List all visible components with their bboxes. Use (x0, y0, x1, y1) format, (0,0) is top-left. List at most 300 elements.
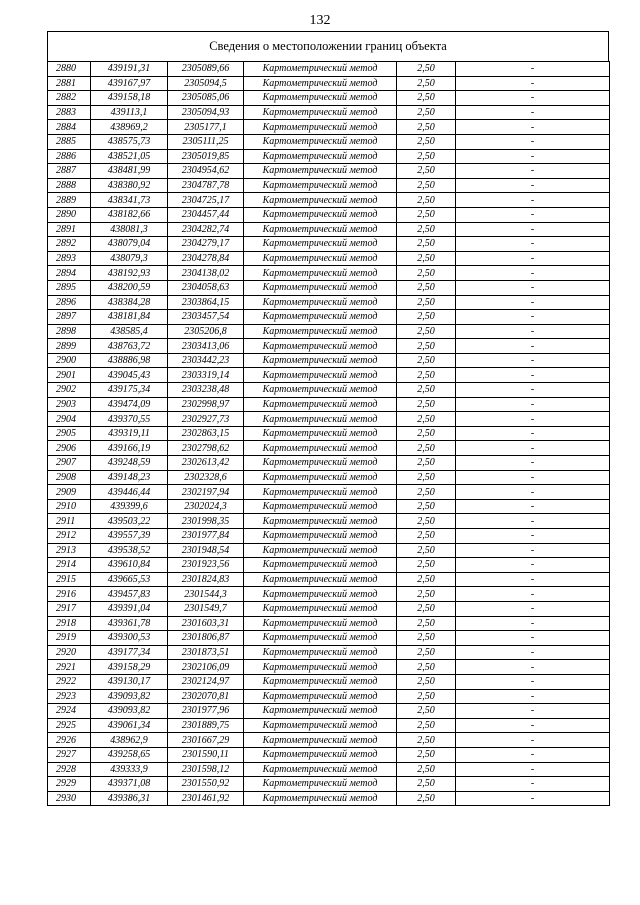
point-number-cell: 2906 (48, 441, 91, 456)
x-coordinate-cell: 439538,52 (91, 543, 168, 558)
note-cell: - (456, 149, 610, 164)
y-coordinate-cell: 2305177,1 (168, 120, 244, 135)
note-cell: - (456, 105, 610, 120)
note-cell: - (456, 514, 610, 529)
method-cell: Картометрический метод (244, 733, 397, 748)
method-cell: Картометрический метод (244, 762, 397, 777)
point-number-cell: 2897 (48, 310, 91, 325)
y-coordinate-cell: 2301461,92 (168, 791, 244, 806)
point-number-cell: 2919 (48, 631, 91, 646)
table-row (48, 616, 610, 631)
accuracy-cell: 2,50 (397, 368, 456, 383)
x-coordinate-cell: 439391,04 (91, 601, 168, 616)
point-number-cell: 2888 (48, 178, 91, 193)
note-cell: - (456, 193, 610, 208)
x-coordinate-cell: 439177,34 (91, 645, 168, 660)
y-coordinate-cell: 2304058,63 (168, 280, 244, 295)
table-row (48, 426, 610, 441)
y-coordinate-cell: 2305094,5 (168, 76, 244, 91)
point-number-cell: 2924 (48, 704, 91, 719)
table-row (48, 777, 610, 792)
accuracy-cell: 2,50 (397, 499, 456, 514)
y-coordinate-cell: 2302613,42 (168, 456, 244, 471)
note-cell: - (456, 689, 610, 704)
note-cell: - (456, 324, 610, 339)
note-cell: - (456, 383, 610, 398)
method-cell: Картометрический метод (244, 120, 397, 135)
point-number-cell: 2901 (48, 368, 91, 383)
point-number-cell: 2891 (48, 222, 91, 237)
accuracy-cell: 2,50 (397, 207, 456, 222)
point-number-cell: 2917 (48, 601, 91, 616)
x-coordinate-cell: 438200,59 (91, 280, 168, 295)
method-cell: Картометрический метод (244, 134, 397, 149)
point-number-cell: 2887 (48, 164, 91, 179)
point-number-cell: 2914 (48, 558, 91, 573)
note-cell: - (456, 295, 610, 310)
accuracy-cell: 2,50 (397, 631, 456, 646)
y-coordinate-cell: 2301923,56 (168, 558, 244, 573)
method-cell: Картометрический метод (244, 91, 397, 106)
y-coordinate-cell: 2301667,29 (168, 733, 244, 748)
point-number-cell: 2886 (48, 149, 91, 164)
note-cell: - (456, 310, 610, 325)
method-cell: Картометрический метод (244, 280, 397, 295)
table-row (48, 499, 610, 514)
method-cell: Картометрический метод (244, 456, 397, 471)
accuracy-cell: 2,50 (397, 587, 456, 602)
note-cell: - (456, 441, 610, 456)
table-row (48, 383, 610, 398)
x-coordinate-cell: 438079,04 (91, 237, 168, 252)
accuracy-cell: 2,50 (397, 674, 456, 689)
x-coordinate-cell: 439061,34 (91, 718, 168, 733)
accuracy-cell: 2,50 (397, 470, 456, 485)
method-cell: Картометрический метод (244, 222, 397, 237)
point-number-cell: 2889 (48, 193, 91, 208)
x-coordinate-cell: 439503,22 (91, 514, 168, 529)
point-number-cell: 2904 (48, 412, 91, 427)
method-cell: Картометрический метод (244, 426, 397, 441)
y-coordinate-cell: 2304138,02 (168, 266, 244, 281)
x-coordinate-cell: 439386,31 (91, 791, 168, 806)
table-row (48, 747, 610, 762)
table-row (48, 572, 610, 587)
accuracy-cell: 2,50 (397, 295, 456, 310)
y-coordinate-cell: 2301977,96 (168, 704, 244, 719)
accuracy-cell: 2,50 (397, 704, 456, 719)
accuracy-cell: 2,50 (397, 105, 456, 120)
method-cell: Картометрический метод (244, 339, 397, 354)
point-number-cell: 2928 (48, 762, 91, 777)
method-cell: Картометрический метод (244, 529, 397, 544)
x-coordinate-cell: 438521,05 (91, 149, 168, 164)
y-coordinate-cell: 2302927,73 (168, 412, 244, 427)
accuracy-cell: 2,50 (397, 193, 456, 208)
note-cell: - (456, 353, 610, 368)
accuracy-cell: 2,50 (397, 164, 456, 179)
method-cell: Картометрический метод (244, 266, 397, 281)
table-row (48, 397, 610, 412)
method-cell: Картометрический метод (244, 718, 397, 733)
point-number-cell: 2883 (48, 105, 91, 120)
note-cell: - (456, 222, 610, 237)
table-row (48, 295, 610, 310)
point-number-cell: 2930 (48, 791, 91, 806)
point-number-cell: 2884 (48, 120, 91, 135)
y-coordinate-cell: 2302798,62 (168, 441, 244, 456)
accuracy-cell: 2,50 (397, 616, 456, 631)
accuracy-cell: 2,50 (397, 62, 456, 77)
accuracy-cell: 2,50 (397, 251, 456, 266)
table-row (48, 237, 610, 252)
point-number-cell: 2916 (48, 587, 91, 602)
accuracy-cell: 2,50 (397, 339, 456, 354)
accuracy-cell: 2,50 (397, 91, 456, 106)
method-cell: Картометрический метод (244, 251, 397, 266)
page-number: 132 (309, 13, 331, 28)
method-cell: Картометрический метод (244, 616, 397, 631)
point-number-cell: 2920 (48, 645, 91, 660)
table-row (48, 251, 610, 266)
table-row (48, 193, 610, 208)
method-cell: Картометрический метод (244, 207, 397, 222)
accuracy-cell: 2,50 (397, 324, 456, 339)
table-row (48, 689, 610, 704)
x-coordinate-cell: 438192,93 (91, 266, 168, 281)
table-row (48, 412, 610, 427)
x-coordinate-cell: 438763,72 (91, 339, 168, 354)
y-coordinate-cell: 2303238,48 (168, 383, 244, 398)
table-row (48, 529, 610, 544)
x-coordinate-cell: 438182,66 (91, 207, 168, 222)
x-coordinate-cell: 439158,29 (91, 660, 168, 675)
x-coordinate-cell: 439319,11 (91, 426, 168, 441)
x-coordinate-cell: 438081,3 (91, 222, 168, 237)
y-coordinate-cell: 2303319,14 (168, 368, 244, 383)
table-row (48, 441, 610, 456)
accuracy-cell: 2,50 (397, 572, 456, 587)
x-coordinate-cell: 438341,73 (91, 193, 168, 208)
table-row (48, 178, 610, 193)
accuracy-cell: 2,50 (397, 237, 456, 252)
accuracy-cell: 2,50 (397, 266, 456, 281)
point-number-cell: 2880 (48, 62, 91, 77)
x-coordinate-cell: 438181,84 (91, 310, 168, 325)
note-cell: - (456, 529, 610, 544)
accuracy-cell: 2,50 (397, 514, 456, 529)
x-coordinate-cell: 438962,9 (91, 733, 168, 748)
note-cell: - (456, 499, 610, 514)
point-number-cell: 2896 (48, 295, 91, 310)
point-number-cell: 2908 (48, 470, 91, 485)
point-number-cell: 2881 (48, 76, 91, 91)
table-row (48, 134, 610, 149)
note-cell: - (456, 178, 610, 193)
method-cell: Картометрический метод (244, 62, 397, 77)
note-cell: - (456, 645, 610, 660)
point-number-cell: 2905 (48, 426, 91, 441)
note-cell: - (456, 660, 610, 675)
table-row (48, 733, 610, 748)
y-coordinate-cell: 2303413,06 (168, 339, 244, 354)
note-cell: - (456, 134, 610, 149)
table-row (48, 674, 610, 689)
point-number-cell: 2892 (48, 237, 91, 252)
note-cell: - (456, 76, 610, 91)
point-number-cell: 2910 (48, 499, 91, 514)
accuracy-cell: 2,50 (397, 733, 456, 748)
x-coordinate-cell: 439248,59 (91, 456, 168, 471)
accuracy-cell: 2,50 (397, 645, 456, 660)
method-cell: Картометрический метод (244, 237, 397, 252)
point-number-cell: 2923 (48, 689, 91, 704)
point-number-cell: 2907 (48, 456, 91, 471)
accuracy-cell: 2,50 (397, 718, 456, 733)
accuracy-cell: 2,50 (397, 601, 456, 616)
y-coordinate-cell: 2304725,17 (168, 193, 244, 208)
note-cell: - (456, 791, 610, 806)
note-cell: - (456, 397, 610, 412)
method-cell: Картометрический метод (244, 543, 397, 558)
table-row (48, 310, 610, 325)
method-cell: Картометрический метод (244, 441, 397, 456)
accuracy-cell: 2,50 (397, 178, 456, 193)
table-row (48, 456, 610, 471)
x-coordinate-cell: 439446,44 (91, 485, 168, 500)
x-coordinate-cell: 439166,19 (91, 441, 168, 456)
y-coordinate-cell: 2304954,62 (168, 164, 244, 179)
table-row (48, 207, 610, 222)
table-row (48, 645, 610, 660)
note-cell: - (456, 762, 610, 777)
accuracy-cell: 2,50 (397, 397, 456, 412)
note-cell: - (456, 704, 610, 719)
point-number-cell: 2899 (48, 339, 91, 354)
note-cell: - (456, 543, 610, 558)
y-coordinate-cell: 2301550,92 (168, 777, 244, 792)
table-row (48, 368, 610, 383)
y-coordinate-cell: 2301998,35 (168, 514, 244, 529)
accuracy-cell: 2,50 (397, 660, 456, 675)
y-coordinate-cell: 2304282,74 (168, 222, 244, 237)
method-cell: Картометрический метод (244, 383, 397, 398)
x-coordinate-cell: 439361,78 (91, 616, 168, 631)
point-number-cell: 2898 (48, 324, 91, 339)
method-cell: Картометрический метод (244, 310, 397, 325)
method-cell: Картометрический метод (244, 572, 397, 587)
note-cell: - (456, 558, 610, 573)
table-row (48, 514, 610, 529)
y-coordinate-cell: 2302070,81 (168, 689, 244, 704)
table-row (48, 149, 610, 164)
accuracy-cell: 2,50 (397, 456, 456, 471)
table-row (48, 62, 610, 77)
point-number-cell: 2918 (48, 616, 91, 631)
x-coordinate-cell: 439300,53 (91, 631, 168, 646)
method-cell: Картометрический метод (244, 149, 397, 164)
table-row (48, 280, 610, 295)
y-coordinate-cell: 2305085,06 (168, 91, 244, 106)
method-cell: Картометрический метод (244, 601, 397, 616)
accuracy-cell: 2,50 (397, 543, 456, 558)
method-cell: Картометрический метод (244, 412, 397, 427)
point-number-cell: 2911 (48, 514, 91, 529)
x-coordinate-cell: 439191,31 (91, 62, 168, 77)
y-coordinate-cell: 2301977,84 (168, 529, 244, 544)
table-row (48, 470, 610, 485)
note-cell: - (456, 631, 610, 646)
table-row (48, 91, 610, 106)
table-row (48, 485, 610, 500)
point-number-cell: 2893 (48, 251, 91, 266)
table-row (48, 120, 610, 135)
method-cell: Картометрический метод (244, 295, 397, 310)
method-cell: Картометрический метод (244, 514, 397, 529)
method-cell: Картометрический метод (244, 747, 397, 762)
point-number-cell: 2900 (48, 353, 91, 368)
method-cell: Картометрический метод (244, 558, 397, 573)
accuracy-cell: 2,50 (397, 120, 456, 135)
x-coordinate-cell: 438575,73 (91, 134, 168, 149)
x-coordinate-cell: 439175,34 (91, 383, 168, 398)
y-coordinate-cell: 2305111,25 (168, 134, 244, 149)
table-row (48, 324, 610, 339)
note-cell: - (456, 207, 610, 222)
table-row (48, 558, 610, 573)
point-number-cell: 2882 (48, 91, 91, 106)
note-cell: - (456, 164, 610, 179)
note-cell: - (456, 368, 610, 383)
x-coordinate-cell: 439333,9 (91, 762, 168, 777)
x-coordinate-cell: 439258,65 (91, 747, 168, 762)
x-coordinate-cell: 438481,99 (91, 164, 168, 179)
y-coordinate-cell: 2305019,85 (168, 149, 244, 164)
point-number-cell: 2915 (48, 572, 91, 587)
accuracy-cell: 2,50 (397, 222, 456, 237)
y-coordinate-cell: 2301873,51 (168, 645, 244, 660)
point-number-cell: 2922 (48, 674, 91, 689)
table-row (48, 718, 610, 733)
note-cell: - (456, 91, 610, 106)
x-coordinate-cell: 439130,17 (91, 674, 168, 689)
x-coordinate-cell: 439113,1 (91, 105, 168, 120)
method-cell: Картометрический метод (244, 499, 397, 514)
method-cell: Картометрический метод (244, 368, 397, 383)
method-cell: Картометрический метод (244, 353, 397, 368)
note-cell: - (456, 426, 610, 441)
x-coordinate-cell: 439148,23 (91, 470, 168, 485)
method-cell: Картометрический метод (244, 485, 397, 500)
y-coordinate-cell: 2303442,23 (168, 353, 244, 368)
y-coordinate-cell: 2301598,12 (168, 762, 244, 777)
accuracy-cell: 2,50 (397, 441, 456, 456)
table-row (48, 353, 610, 368)
note-cell: - (456, 237, 610, 252)
method-cell: Картометрический метод (244, 674, 397, 689)
y-coordinate-cell: 2301806,87 (168, 631, 244, 646)
note-cell: - (456, 62, 610, 77)
x-coordinate-cell: 439665,53 (91, 572, 168, 587)
x-coordinate-cell: 439557,39 (91, 529, 168, 544)
x-coordinate-cell: 439370,55 (91, 412, 168, 427)
table-row (48, 660, 610, 675)
x-coordinate-cell: 439371,08 (91, 777, 168, 792)
y-coordinate-cell: 2302024,3 (168, 499, 244, 514)
x-coordinate-cell: 439399,6 (91, 499, 168, 514)
y-coordinate-cell: 2302998,97 (168, 397, 244, 412)
note-cell: - (456, 587, 610, 602)
point-number-cell: 2903 (48, 397, 91, 412)
note-cell: - (456, 339, 610, 354)
accuracy-cell: 2,50 (397, 426, 456, 441)
accuracy-cell: 2,50 (397, 76, 456, 91)
point-number-cell: 2894 (48, 266, 91, 281)
method-cell: Картометрический метод (244, 397, 397, 412)
y-coordinate-cell: 2302197,94 (168, 485, 244, 500)
method-cell: Картометрический метод (244, 777, 397, 792)
accuracy-cell: 2,50 (397, 558, 456, 573)
x-coordinate-cell: 439158,18 (91, 91, 168, 106)
table-row (48, 164, 610, 179)
y-coordinate-cell: 2304279,17 (168, 237, 244, 252)
y-coordinate-cell: 2302863,15 (168, 426, 244, 441)
x-coordinate-cell: 439093,82 (91, 689, 168, 704)
table-row (48, 631, 610, 646)
point-number-cell: 2929 (48, 777, 91, 792)
accuracy-cell: 2,50 (397, 353, 456, 368)
method-cell: Картометрический метод (244, 645, 397, 660)
y-coordinate-cell: 2303864,15 (168, 295, 244, 310)
note-cell: - (456, 733, 610, 748)
note-cell: - (456, 674, 610, 689)
y-coordinate-cell: 2301544,3 (168, 587, 244, 602)
accuracy-cell: 2,50 (397, 383, 456, 398)
y-coordinate-cell: 2303457,54 (168, 310, 244, 325)
note-cell: - (456, 616, 610, 631)
note-cell: - (456, 456, 610, 471)
boundary-points-table (47, 61, 610, 806)
accuracy-cell: 2,50 (397, 280, 456, 295)
accuracy-cell: 2,50 (397, 134, 456, 149)
method-cell: Картометрический метод (244, 689, 397, 704)
point-number-cell: 2926 (48, 733, 91, 748)
method-cell: Картометрический метод (244, 105, 397, 120)
accuracy-cell: 2,50 (397, 149, 456, 164)
y-coordinate-cell: 2301590,11 (168, 747, 244, 762)
method-cell: Картометрический метод (244, 470, 397, 485)
table-row (48, 266, 610, 281)
table-row (48, 222, 610, 237)
x-coordinate-cell: 438079,3 (91, 251, 168, 266)
method-cell: Картометрический метод (244, 660, 397, 675)
note-cell: - (456, 266, 610, 281)
method-cell: Картометрический метод (244, 631, 397, 646)
y-coordinate-cell: 2304457,44 (168, 207, 244, 222)
table-row (48, 601, 610, 616)
point-number-cell: 2921 (48, 660, 91, 675)
note-cell: - (456, 747, 610, 762)
method-cell: Картометрический метод (244, 178, 397, 193)
note-cell: - (456, 120, 610, 135)
accuracy-cell: 2,50 (397, 777, 456, 792)
y-coordinate-cell: 2302124,97 (168, 674, 244, 689)
point-number-cell: 2885 (48, 134, 91, 149)
x-coordinate-cell: 438969,2 (91, 120, 168, 135)
method-cell: Картометрический метод (244, 164, 397, 179)
note-cell: - (456, 777, 610, 792)
method-cell: Картометрический метод (244, 324, 397, 339)
